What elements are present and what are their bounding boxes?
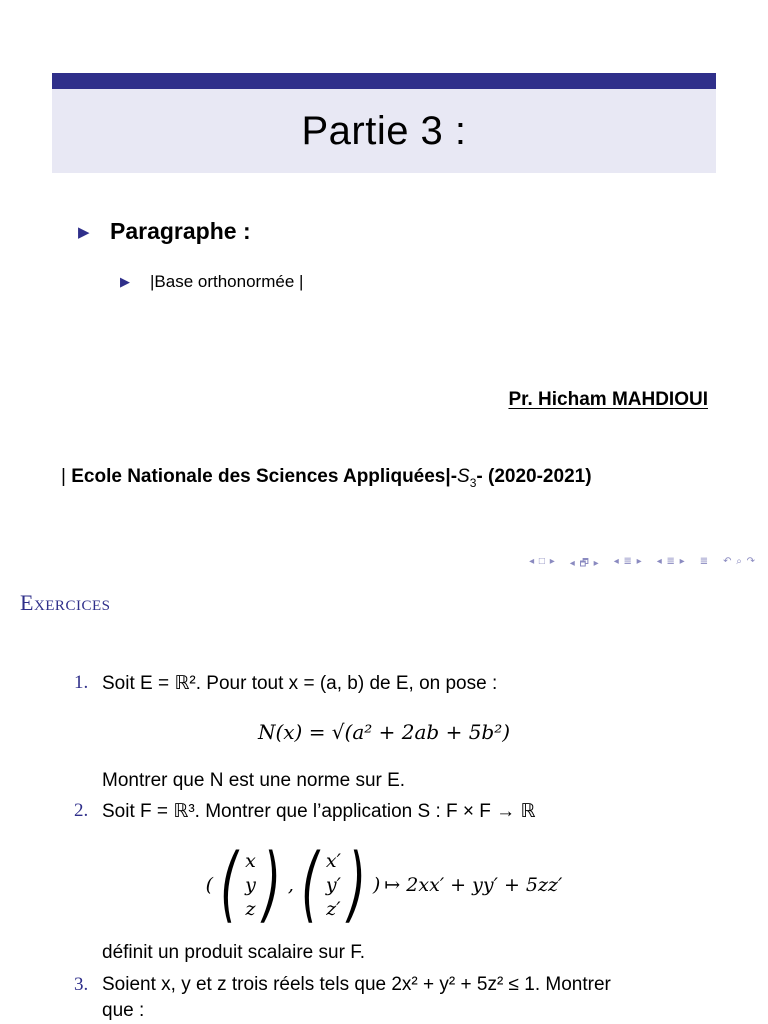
nav-section-icon[interactable]: ◂ ≣ ▸ — [613, 556, 643, 567]
exercise-3-text: Soient x, y et z trois réels tels que 2x² + y² + 5z² ≤ 1. Montrer — [102, 974, 611, 995]
section-title: Exercices — [20, 590, 111, 615]
exercise-1 — [74, 672, 497, 695]
maps-to-expression: ↦ 2xx′ + yy′ + 5zz′ — [384, 874, 563, 896]
slide-title: Partie 3 : — [301, 108, 467, 153]
bullet-level2 — [120, 272, 303, 292]
close-paren: ) — [372, 874, 381, 896]
exercise-2-text: Soit F = ℝ³. Montrer que l’application S : F × F → ℝ — [102, 801, 536, 822]
open-paren: ( — [205, 874, 214, 896]
school-semester: S — [457, 466, 470, 487]
bullet-level2-text: |Base orthonormée | — [150, 272, 304, 291]
comma: , — [287, 874, 294, 896]
exercise-1-formula: N(x) = √(a² + 2ab + 5b²) — [257, 720, 511, 744]
exercise-3-text-cont: que : — [102, 1000, 145, 1021]
school-semester-sub: 3 — [469, 475, 477, 490]
school-line — [61, 466, 592, 490]
exercise-number: 1. — [74, 672, 89, 693]
nav-document-icon[interactable]: ◂ ≣ ▸ — [656, 556, 686, 567]
nav-search-icon[interactable]: ↶ ⌕ ↷ — [723, 556, 756, 567]
bullet-triangle-icon: ▶ — [120, 274, 130, 289]
vector-entry: x′ — [325, 850, 341, 872]
exercise-number: 2. — [74, 800, 89, 821]
vector-2: ( x′ y′ z′ ) — [301, 837, 366, 932]
bullet-level1 — [78, 218, 251, 245]
school-years: - (2020-2021) — [476, 466, 592, 487]
vector-entry: y — [245, 874, 256, 896]
nav-subsection-icon[interactable]: ◂ 🗗 ▸ — [569, 558, 600, 569]
bullet-level1-text: Paragraphe : — [110, 218, 251, 244]
vector-entry: x — [245, 850, 256, 872]
vector-entry: z — [245, 898, 256, 920]
exercise-1-conclusion: Montrer que N est une norme sur E. — [102, 770, 406, 791]
vector-1: ( x y z ) — [220, 837, 281, 932]
title-box — [52, 89, 716, 173]
exercise-number: 3. — [74, 974, 89, 995]
title-bar-accent — [52, 73, 716, 89]
nav-frame-icon[interactable]: ◂ □ ▸ — [529, 556, 556, 567]
school-prefix: | — [61, 466, 72, 487]
exercise-3 — [74, 974, 611, 996]
vector-entry: z′ — [326, 898, 341, 920]
exercises-slide — [0, 578, 768, 1024]
exercise-2-conclusion: définit un produit scalaire sur F. — [102, 942, 365, 963]
vector-entry: y′ — [325, 874, 341, 896]
author: Pr. Hicham MAHDIOUI — [508, 389, 708, 410]
exercise-2 — [74, 800, 535, 823]
school-name: Ecole Nationale des Sciences Appliquées|- — [71, 466, 458, 487]
exercise-2-mapping — [0, 837, 768, 932]
exercise-1-text: Soit E = ℝ². Pour tout x = (a, b) de E, on pose : — [102, 673, 498, 694]
nav-toc-icon[interactable]: ≣ — [699, 556, 710, 567]
bullet-triangle-icon: ▶ — [78, 223, 90, 241]
beamer-navigation — [529, 556, 756, 573]
